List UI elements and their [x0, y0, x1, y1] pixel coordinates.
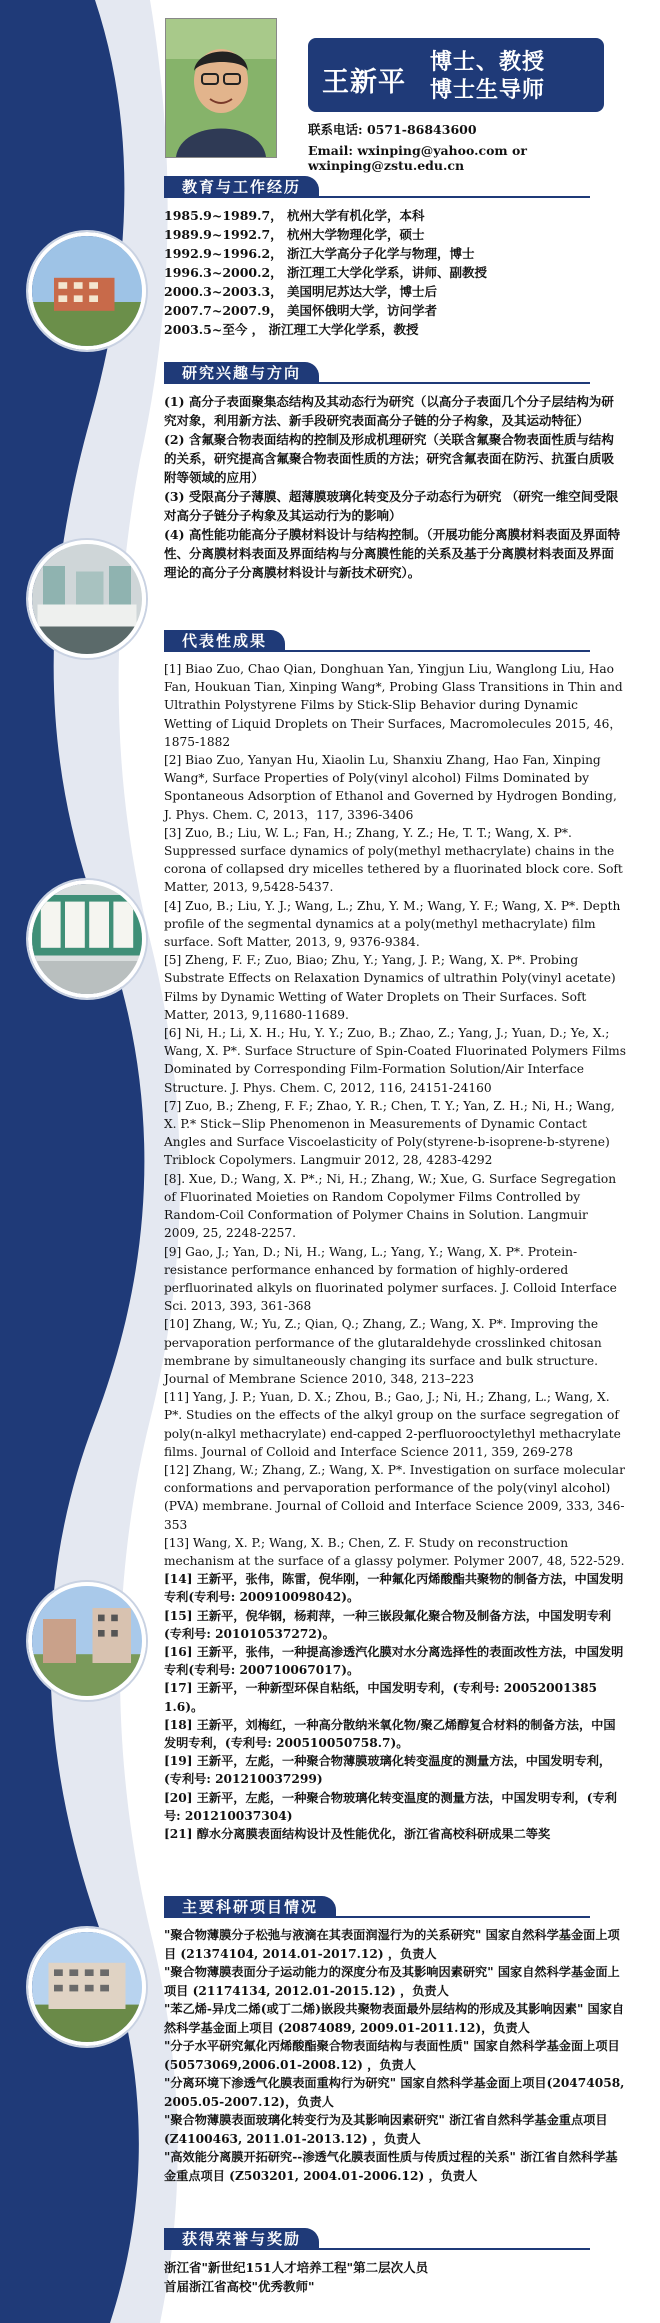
education-item: 1989.9~1992.7， 杭州大学物理化学，硕士: [164, 227, 425, 242]
project-item: "分离环境下渗透气化膜表面重构行为研究" 国家自然科学基金面上项目(20474058, 2005.05-2007.12)，负责人: [164, 2076, 625, 2109]
portrait-photo: [165, 18, 277, 158]
publication-item: [19] 王新平，左彪，一种聚合物薄膜玻璃化转变温度的测量方法，中国发明专利，(专利号: 201210037299): [164, 1754, 612, 1787]
research-item: (3) 受限高分子薄膜、超薄膜玻璃化转变及分子动态行为研究 （研究一维空间受限对高分子链分子构象及其运动行为的影响）: [164, 489, 619, 523]
publication-item: [13] Wang, X. P.; Wang, X. B.; Chen, Z. F. Study on reconstruction mechanism at the surface of a glassy polymer. Polymer 2007, 48, 522-529.: [164, 1535, 625, 1568]
publication-item: [10] Zhang, W.; Yu, Z.; Qian, Q.; Zhang, Z.; Wang, X. P*. Improving the pervaporation performance of the glutaraldehyde crosslinked chitosan membrane by simultaneously changing its surface and bulk structure. Journal of Membrane Science 2010, 348, 213–223: [164, 1317, 602, 1386]
publication-item: [8]. Xue, D.; Wang, X. P*.; Ni, H.; Zhang, W.; Xue, G. Surface Segregation of Fluorinated Moieties on Random Copolymer Films Controlled by Random-Coil Conformation of Polymer Chains in Solution. Langmuir 2009, 25, 2248-2257.: [164, 1171, 617, 1241]
project-item: "苯乙烯-异戊二烯(或丁二烯)嵌段共聚物表面最外层结构的形成及其影响因素" 国家自然科学基金面上项目 (20874089, 2009.01-2011.12)，负责人: [164, 2002, 625, 2035]
email-line: [308, 143, 660, 173]
publication-item: [5] Zheng, F. F.; Zuo, Biao; Zhu, Y.; Yang, J. P.; Wang, X. P*. Probing Substrate Effects on Relaxation Dynamics of ultrathin Poly(vinyl acetate) Films by Dynamic Wetting of Water Droplets on Their Surfaces. Soft Matter, 2013, 9,11680-11689.: [164, 953, 616, 1022]
person-title: 博士、教授 博士生导师: [430, 49, 546, 103]
section-header-publications: 代表性成果: [164, 630, 590, 652]
publication-item: [3] Zuo, B.; Liu, W. L.; Fan, H.; Zhang, Y. Z.; He, T. T.; Wang, X. P*. Suppressed surface dynamics of poly(methyl methacrylate) chains in the corona of collapsed dry micelles tethered by a fluorinated block core. Soft Matter, 2013, 9,5428-5437.: [164, 825, 623, 895]
education-item: 1996.3~2000.2， 浙江理工大学化学系，讲师、副教授: [164, 265, 488, 280]
publication-item: [14] 王新平，张伟，陈雷，倪华刚，一种氟化丙烯酸酯共聚物的制备方法，中国发明专利(专利号: 200910098042)。: [164, 1572, 624, 1605]
publication-item: [9] Gao, J.; Yan, D.; Ni, H.; Wang, L.; Yang, Y.; Wang, X. P*. Protein-resistance performance enhanced by formation of highly-ordered perfluorinated alkyls on fluorinated polymer surfaces. J. Colloid Interface Sci. 2013, 393, 361-368: [164, 1244, 617, 1314]
education-list: [164, 206, 634, 339]
email-label: Email:: [308, 143, 353, 158]
research-item: (4) 高性能功能高分子膜材料设计与结构控制。（开展功能分离膜材料表面及界面特性、分离膜材料表面及界面结构与分离膜性能的关系及基于分离膜材料表面及界面理论的高分子分离膜材料设计与新技术研究）。: [164, 527, 621, 580]
publication-item: [16] 王新平，张伟，一种提高渗透汽化膜对水分离选择性的表面改性方法，中国发明专利(专利号: 200710067017)。: [164, 1644, 624, 1678]
project-item: "分子水平研究氟化丙烯酸酯聚合物表面结构与表面性质" 国家自然科学基金面上项目 (50573069,2006.01-2008.12) ，负责人: [164, 2039, 620, 2072]
lab-photo-1: [28, 540, 146, 658]
publication-item: [21] 醇水分离膜表面结构设计及性能优化，浙江省高校科研成果二等奖: [164, 1827, 551, 1841]
award-list: [164, 2258, 634, 2296]
publication-item: [17] 王新平，一种新型环保自粘纸，中国发明专利，(专利号: 20052001385 1.6)。: [164, 1681, 598, 1714]
phone-line: [308, 120, 477, 138]
award-item: 浙江省"新世纪151人才培养工程"第二层次人员: [164, 2260, 429, 2275]
education-item: 2000.3~2003.3， 美国明尼苏达大学，博士后: [164, 284, 438, 299]
person-name: 王新平: [322, 67, 406, 98]
project-item: "高效能分离膜开拓研究--渗透气化膜表面性质与传质过程的关系" 浙江省自然科学基金重点项目 (Z503201, 2004.01-2006.12) ，负责人: [164, 2150, 618, 2183]
publication-item: [1] Biao Zuo, Chao Qian, Donghuan Yan, Yingjun Liu, Wanglong Liu, Hao Fan, Houkuan Tian, Xinping Wang*, Probing Glass Transitions in Thin and Ultrathin Polystyrene Films by Stick-Slip Behavior during Dynamic Wetting of Liquid Droplets on Their Surfaces, Macromolecules 2015, 46，1875-1882: [164, 662, 623, 749]
research-list: [164, 392, 624, 582]
education-item: 1992.9~1996.2， 浙江大学高分子化学与物理，博士: [164, 246, 475, 261]
campus-photo-2: [28, 1582, 146, 1700]
campus-photo-3: [28, 1928, 146, 2046]
publication-item: [2] Biao Zuo, Yanyan Hu, Xiaolin Lu, Shanxiu Zhang, Hao Fan, Xinping Wang*, Surface Properties of Poly(vinyl alcohol) Films Dominated by Spontaneous Adsorption of Ethanol and Governed by Hydrogen Bonding, J. Phys. Chem. C, 2013，117, 3396-3406: [164, 753, 617, 822]
email-value[interactable]: wxinping@yahoo.com or wxinping@zstu.edu.cn: [308, 143, 527, 173]
publication-item: [7] Zuo, B.; Zheng, F. F.; Zhao, Y. R.; Chen, T. Y.; Yan, Z. H.; Ni, H.; Wang, X. P.* Stick−Slip Phenomenon in Measurements of Dynamic Contact Angles and Surface Viscoelasticity of Poly(styrene-b-isoprene-b-styrene) Triblock Copolymers. Langmuir 2012, 28, 4283-4292: [164, 1098, 615, 1168]
publication-list: [164, 660, 626, 1843]
award-item: 首届浙江省高校"优秀教师": [164, 2279, 315, 2294]
research-item: (2) 含氟聚合物表面结构的控制及形成机理研究（关联含氟聚合物表面性质与结构的关系，研究提高含氟聚合物表面性质的方法；研究含氟表面在防污、抗蛋白质吸附等领域的应用）: [164, 432, 615, 485]
publication-item: [4] Zuo, B.; Liu, Y. J.; Wang, L.; Zhu, Y. M.; Wang, Y. F.; Wang, X. P*. Depth profile of the segmental dynamics at a poly(methyl methacrylate) film surface. Soft Matter, 2013, 9, 9376-9384.: [164, 898, 621, 950]
phone-value: 0571-86843600: [366, 122, 477, 137]
education-item: 1985.9~1989.7， 杭州大学有机化学，本科: [164, 208, 425, 223]
project-list: [164, 1926, 626, 2185]
section-header-awards: 获得荣誉与奖励: [164, 2228, 590, 2250]
section-header-research: 研究兴趣与方向: [164, 362, 590, 384]
publication-item: [18] 王新平，刘梅红，一种高分散纳米氧化物/聚乙烯醇复合材料的制备方法，中国发明专利，(专利号: 200510050758.7)。: [164, 1717, 616, 1750]
publication-item: [15] 王新平，倪华钢，杨莉萍，一种三嵌段氟化聚合物及制备方法，中国发明专利(专利号: 201010537272)。: [164, 1608, 612, 1641]
publication-item: [6] Ni, H.; Li, X. H.; Hu, Y. Y.; Zuo, B.; Zhao, Z.; Yang, J.; Yuan, D.; Ye, X.; Wang, X. P*. Surface Structure of Spin-Coated Fluorinated Polymers Films Dominated by Corresponding Film-Formation Solution/Air Interface Structure. J. Phys. Chem. C, 2012, 116, 24151-24160: [164, 1026, 626, 1095]
section-header-education: 教育与工作经历: [164, 176, 590, 198]
education-item: 2003.5~至今 ， 浙江理工大学化学系，教授: [164, 322, 419, 337]
research-item: (1) 高分子表面聚集态结构及其动态行为研究（以高分子表面几个分子层结构为研究对象，利用新方法、新手段研究表面高分子链的分子构象，及其运动特征）: [164, 394, 614, 428]
project-item: "聚合物薄膜分子松弛与液滴在其表面润湿行为的关系研究" 国家自然科学基金面上项目 (21374104, 2014.01-2017.12) ，负责人: [164, 1928, 620, 1961]
project-item: "聚合物薄膜表面分子运动能力的深度分布及其影响因素研究" 国家自然科学基金面上项目 (21174134, 2012.01-2015.12) ，负责人: [164, 1965, 620, 1998]
name-title-box: [308, 38, 604, 112]
publication-item: [11] Yang, J. P.; Yuan, D. X.; Zhou, B.; Gao, J.; Ni, H.; Zhang, L.; Wang, X. P*. Studies on the effects of the alkyl group on the surface segregation of poly(n-alkyl methacrylate) end-capped 2-perfluorooctylethyl methacrylate films. Journal of Colloid and Interface Science 2011, 359, 269-278: [164, 1390, 621, 1459]
publication-item: [12] Zhang, W.; Zhang, Z.; Wang, X. P*. Investigation on surface molecular conformations and pervaporation performance of the poly(vinyl alcohol) (PVA) membrane. Journal of Colloid and Interface Science 2009, 333, 346-353: [164, 1462, 625, 1532]
publication-item: [20] 王新平，左彪，一种聚合物玻璃化转变温度的测量方法，中国发明专利，(专利号: 201210037304): [164, 1790, 617, 1823]
campus-photo-1: [28, 232, 146, 350]
phone-label: 联系电话:: [308, 122, 363, 137]
lab-photo-2: [28, 880, 146, 998]
education-item: 2007.7~2007.9， 美国怀俄明大学，访问学者: [164, 303, 438, 318]
project-item: "聚合物薄膜表面玻璃化转变行为及其影响因素研究" 浙江省自然科学基金重点项目 (Z4100463, 2011.01-2013.12) ，负责人: [164, 2113, 608, 2146]
section-header-projects: 主要科研项目情况: [164, 1896, 590, 1918]
